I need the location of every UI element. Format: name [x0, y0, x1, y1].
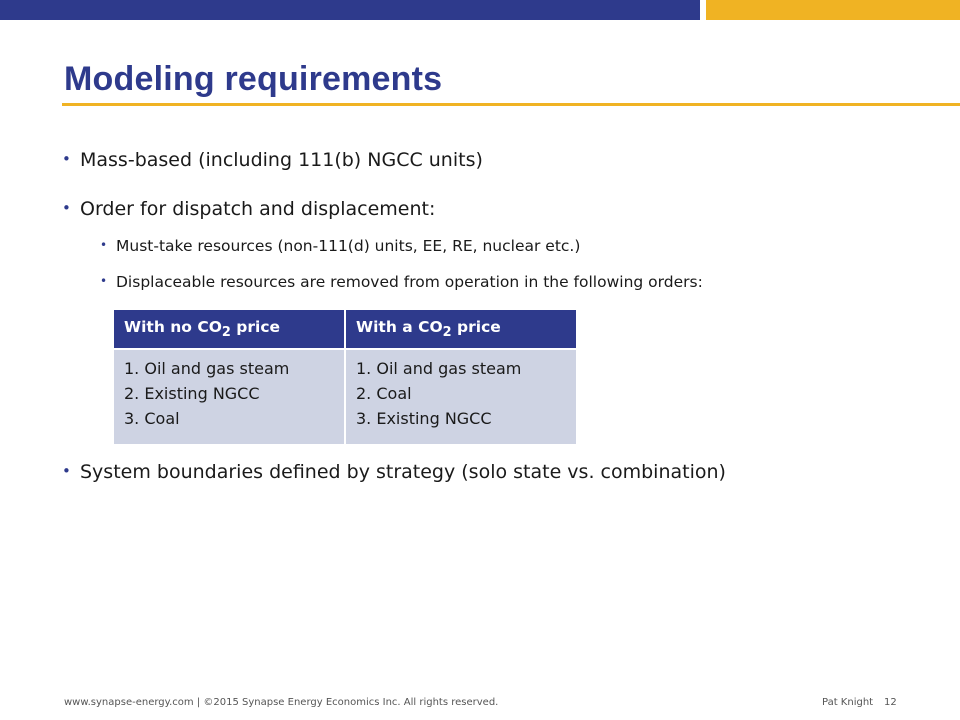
bullet-text: Mass-based (including 111(b) NGCC units): [80, 149, 483, 171]
header-no-co2-price: With no $CO_2$ price: [114, 310, 345, 349]
table-row: [114, 349, 576, 444]
cell-no-co2-order: [114, 349, 345, 444]
bullet-dot-icon: •: [62, 199, 71, 217]
title-underline: [62, 103, 960, 106]
bullet-text: Displaceable resources are removed from operation in the following orders:: [116, 273, 703, 291]
bullet-text: Order for dispatch and displacement:: [80, 198, 436, 220]
bullet-dot-icon: •: [100, 274, 108, 288]
list-item: 1. Oil and gas steam: [356, 359, 522, 378]
footer-copyright: www.synapse-energy.com | ©2015 Synapse Energy Economics Inc. All rights reserved.: [64, 697, 499, 708]
bullet-text: Must-take resources (non-111(d) units, EE, RE, nuclear etc.): [116, 237, 581, 255]
dispatch-order-table: [114, 310, 576, 444]
list-item: 3. Coal: [124, 409, 180, 428]
bullet-mass-based: [62, 149, 483, 171]
subbullet-displaceable: [100, 273, 703, 291]
top-bar-gold: [706, 0, 960, 20]
table-header-row: [114, 310, 576, 349]
list-item: 2. Existing NGCC: [124, 384, 260, 403]
bullet-dot-icon: •: [62, 150, 71, 168]
bullet-order: [62, 198, 435, 220]
bullet-boundaries: [62, 461, 726, 483]
footer-author: Pat Knight: [822, 697, 874, 708]
list-item: 1. Oil and gas steam: [124, 359, 290, 378]
list-item: 2. Coal: [356, 384, 412, 403]
header-with-co2-price: With a $CO_2$ price: [345, 310, 576, 349]
page-number: 12: [884, 697, 897, 708]
subbullet-must-take: [100, 237, 580, 255]
slide-title: Modeling requirements: [64, 60, 443, 98]
bullet-text: System boundaries defined by strategy (solo state vs. combination): [80, 461, 726, 483]
cell-with-co2-order: [345, 349, 576, 444]
list-item: 3. Existing NGCC: [356, 409, 492, 428]
bullet-dot-icon: •: [62, 462, 71, 480]
top-bar-blue: [0, 0, 700, 20]
bullet-dot-icon: •: [100, 238, 108, 252]
